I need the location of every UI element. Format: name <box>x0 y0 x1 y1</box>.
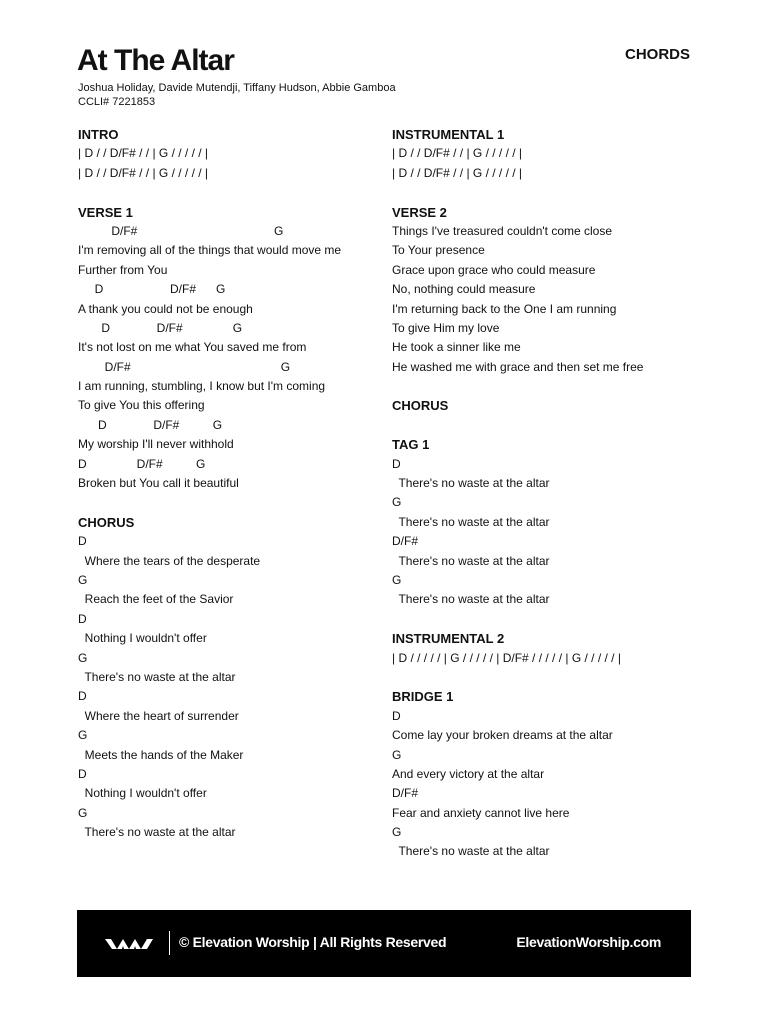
lyric-line: To Your presence <box>392 243 485 258</box>
chord-line: G <box>78 572 88 587</box>
chord-line: D <box>78 766 87 781</box>
lyric-line: I'm returning back to the One I am running <box>392 301 617 316</box>
lyric-line: There's no waste at the altar <box>392 476 550 491</box>
chord-line: D D/F# G <box>78 456 206 471</box>
elevation-logo-icon <box>105 936 157 952</box>
chord-line: D/F# G <box>78 359 291 374</box>
chord-line: D <box>392 708 401 723</box>
left-column <box>78 125 378 842</box>
section-heading: INTRO <box>78 127 119 142</box>
section-heading: INSTRUMENTAL 2 <box>392 631 505 647</box>
chord-line: | D / / D/F# / / | G / / / / / | <box>392 165 523 180</box>
lyric-line: To give You this offering <box>78 398 205 413</box>
lyric-line: There's no waste at the altar <box>392 844 550 859</box>
chord-line: | D / / D/F# / / | G / / / / / | <box>78 146 209 161</box>
chord-line: D <box>392 456 401 471</box>
lyric-line: Come lay your broken dreams at the altar <box>392 728 613 743</box>
lyric-line: Broken but You call it beautiful <box>78 476 239 491</box>
lyric-line: There's no waste at the altar <box>392 553 550 568</box>
chord-line: D <box>78 689 87 704</box>
chord-line: | D / / D/F# / / | G / / / / / | <box>392 146 523 161</box>
spacer <box>392 377 692 396</box>
website-link[interactable]: ElevationWorship.com <box>516 934 661 950</box>
lyric-line: Meets the hands of the Maker <box>78 747 244 762</box>
chord-line: G <box>392 825 402 840</box>
lyric-line: He took a sinner like me <box>392 340 521 355</box>
chord-line: D <box>78 534 87 549</box>
lyric-line: My worship I'll never withhold <box>78 437 234 452</box>
spacer <box>392 183 692 202</box>
chord-line: D <box>78 611 87 626</box>
lyric-line: To give Him my love <box>392 320 500 335</box>
chord-line: D D/F# G <box>78 320 243 335</box>
lyric-line: No, nothing could measure <box>392 282 536 297</box>
lyric-line: And every victory at the altar <box>392 766 545 781</box>
lyric-line: Where the heart of surrender <box>78 708 239 723</box>
lyric-line: A thank you could not be enough <box>78 301 253 316</box>
section-heading: CHORUS <box>78 514 135 530</box>
section-heading: TAG 1 <box>392 437 430 453</box>
section-heading: INSTRUMENTAL 1 <box>392 127 505 142</box>
song-authors: Joshua Holiday, Davide Mutendji, Tiffany Hudson, Abbie Gamboa <box>78 82 396 94</box>
lyric-line: Where the tears of the desperate <box>78 553 261 568</box>
chord-line: D/F# <box>392 534 419 549</box>
chord-line: D/F# <box>392 786 419 801</box>
spacer <box>392 610 692 629</box>
lyric-line: Things I've treasured couldn't come close <box>392 223 613 238</box>
chord-line: | D / / / / / | G / / / / / | D/F# / / / / / | G / / / / / | <box>392 650 621 665</box>
lyric-line: Nothing I wouldn't offer <box>78 631 207 646</box>
lyric-line: There's no waste at the altar <box>392 592 550 607</box>
lyric-line: Grace upon grace who could measure <box>392 262 596 277</box>
section-heading: VERSE 1 <box>78 204 133 220</box>
lyric-line: I'm removing all of the things that would move me <box>78 243 342 258</box>
lyric-line: It's not lost on me what You saved me from <box>78 340 307 355</box>
section-heading: CHORUS <box>392 398 449 414</box>
spacer <box>392 668 692 687</box>
chord-line: G <box>78 650 88 665</box>
spacer <box>392 416 692 435</box>
chord-line: D/F# G <box>78 223 284 238</box>
section-heading: BRIDGE 1 <box>392 689 454 705</box>
lyric-line: Reach the feet of the Savior <box>78 592 234 607</box>
footer-divider <box>169 931 170 955</box>
lyric-line: I am running, stumbling, I know but I'm coming <box>78 379 326 394</box>
footer-bar <box>77 910 691 977</box>
spacer <box>78 183 378 202</box>
lyric-line: There's no waste at the altar <box>78 825 236 840</box>
copyright-text: © Elevation Worship | All Rights Reserved <box>179 934 447 950</box>
lyric-line: There's no waste at the altar <box>392 514 550 529</box>
chord-line: G <box>392 495 402 510</box>
chord-line: D D/F# G <box>78 417 223 432</box>
chord-line: G <box>78 728 88 743</box>
spacer <box>78 493 378 512</box>
section-heading: VERSE 2 <box>392 204 447 220</box>
song-title: At The Altar <box>77 44 234 77</box>
lyric-line: Further from You <box>78 262 168 277</box>
chord-line: G <box>78 805 88 820</box>
chord-line: | D / / D/F# / / | G / / / / / | <box>78 165 209 180</box>
lyric-line: He washed me with grace and then set me free <box>392 359 644 374</box>
right-column <box>392 125 692 862</box>
chords-label: CHORDS <box>624 46 690 63</box>
ccli-number: CCLI# 7221853 <box>78 96 156 108</box>
lyric-line: Fear and anxiety cannot live here <box>392 805 570 820</box>
chord-line: G <box>392 572 402 587</box>
chord-line: D D/F# G <box>78 282 226 297</box>
chord-line: G <box>392 747 402 762</box>
lyric-line: There's no waste at the altar <box>78 669 236 684</box>
lyric-line: Nothing I wouldn't offer <box>78 786 207 801</box>
